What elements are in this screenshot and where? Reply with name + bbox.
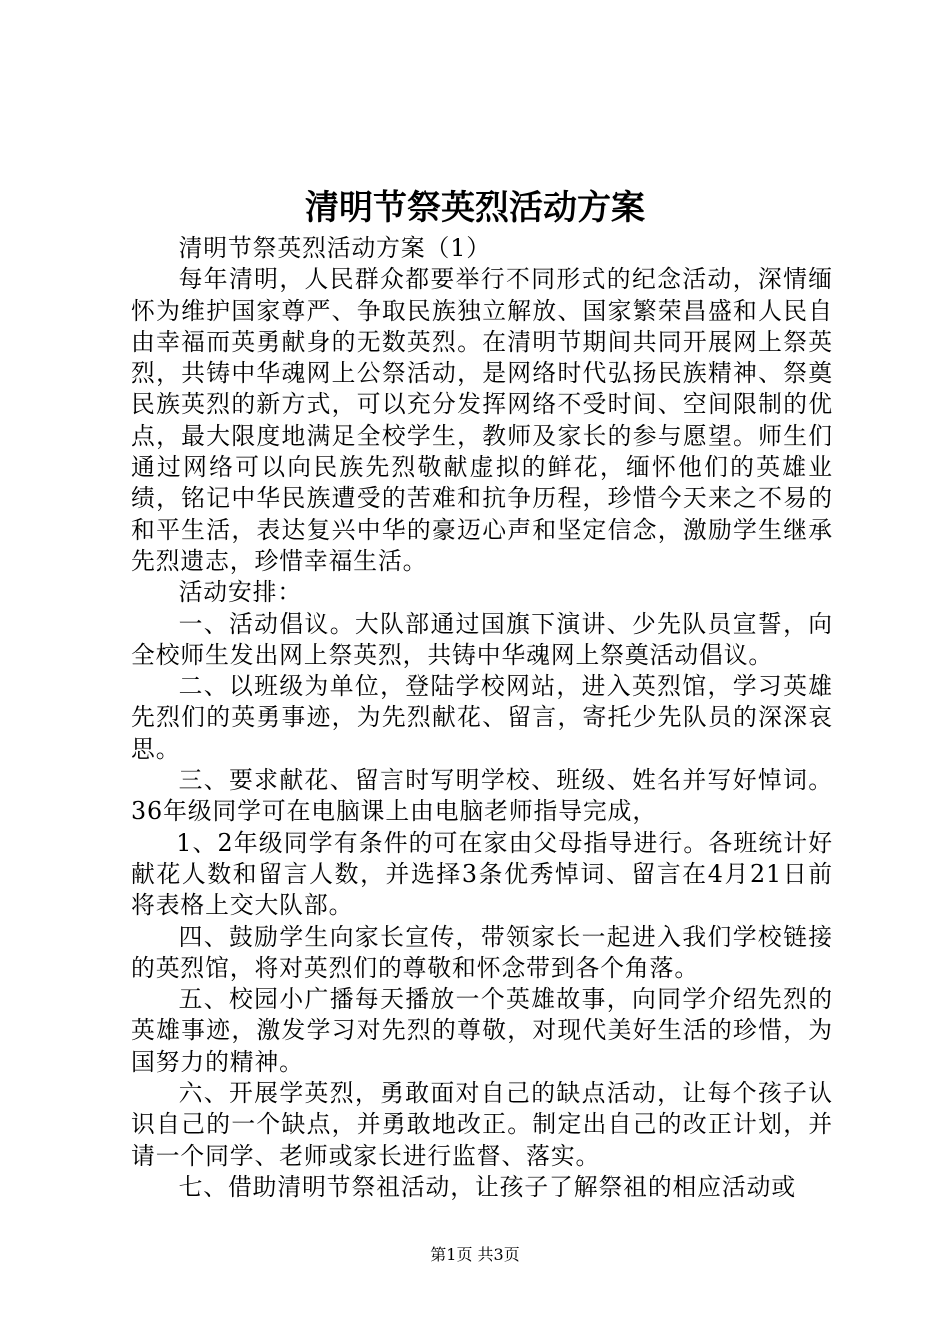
paragraph-item-3: 三、要求献花、留言时写明学校、班级、姓名并写好悼词。36年级同学可在电脑课上由电脑老师指导完成， bbox=[131, 766, 833, 826]
paragraph-item-2: 二、以班级为单位，登陆学校网站，进入英烈馆，学习英雄先烈们的英勇事迹，为先烈献花、留言，寄托少先队员的深深哀思。 bbox=[131, 672, 833, 763]
document-body bbox=[131, 233, 833, 1203]
paragraph-item-5: 五、校园小广播每天播放一个英雄故事，向同学介绍先烈的英雄事迹，激发学习对先烈的尊敬，对现代美好生活的珍惜，为国努力的精神。 bbox=[131, 985, 833, 1076]
paragraph-schedule-label: 活动安排： bbox=[178, 578, 303, 607]
paragraph-item-6: 六、开展学英烈，勇敢面对自己的缺点活动，让每个孩子认识自己的一个缺点，并勇敢地改正。制定出自己的改正计划，并请一个同学、老师或家长进行监督、落实。 bbox=[131, 1079, 833, 1170]
paragraph-item-4: 四、鼓励学生向家长宣传，带领家长一起进入我们学校链接的英烈馆，将对英烈们的尊敬和怀念带到各个角落。 bbox=[131, 922, 833, 982]
paragraph-item-3-continued: 1、2年级同学有条件的可在家由父母指导进行。各班统计好献花人数和留言人数，并选择3条优秀悼词、留言在4月21日前将表格上交大队部。 bbox=[131, 828, 833, 920]
paragraph-intro: 每年清明，人民群众都要举行不同形式的纪念活动，深情缅怀为维护国家尊严、争取民族独立解放、国家繁荣昌盛和人民自由幸福而英勇献身的无数英烈。在清明节期间共同开展网上祭英烈，共铸中华魂网上公祭活动，是网络时代弘扬民族精神、祭奠民族英烈的新方式，可以充分发挥网络不受时间、空间限制的优点，最大限度地满足全校学生，教师及家长的参与愿望。师生们通过网络可以向民族先烈敬献虚拟的鲜花，缅怀他们的英雄业绩，铭记中华民族遭受的苦难和抗争历程，珍惜今天来之不易的和平生活，表达复兴中华的豪迈心声和坚定信念，激励学生继承先烈遗志，珍惜幸福生活。 bbox=[131, 265, 833, 575]
section-heading: 清明节祭英烈活动方案（1） bbox=[178, 234, 491, 262]
page-footer: 第1页 共3页 bbox=[430, 1245, 520, 1264]
paragraph-item-1: 一、活动倡议。大队部通过国旗下演讲、少先队员宣誓，向全校师生发出网上祭英烈，共铸中华魂网上祭奠活动倡议。 bbox=[131, 609, 833, 669]
document-title: 清明节祭英烈活动方案 bbox=[305, 188, 645, 228]
paragraph-item-7: 七、借助清明节祭祖活动，让孩子了解祭祖的相应活动或 bbox=[178, 1172, 797, 1201]
